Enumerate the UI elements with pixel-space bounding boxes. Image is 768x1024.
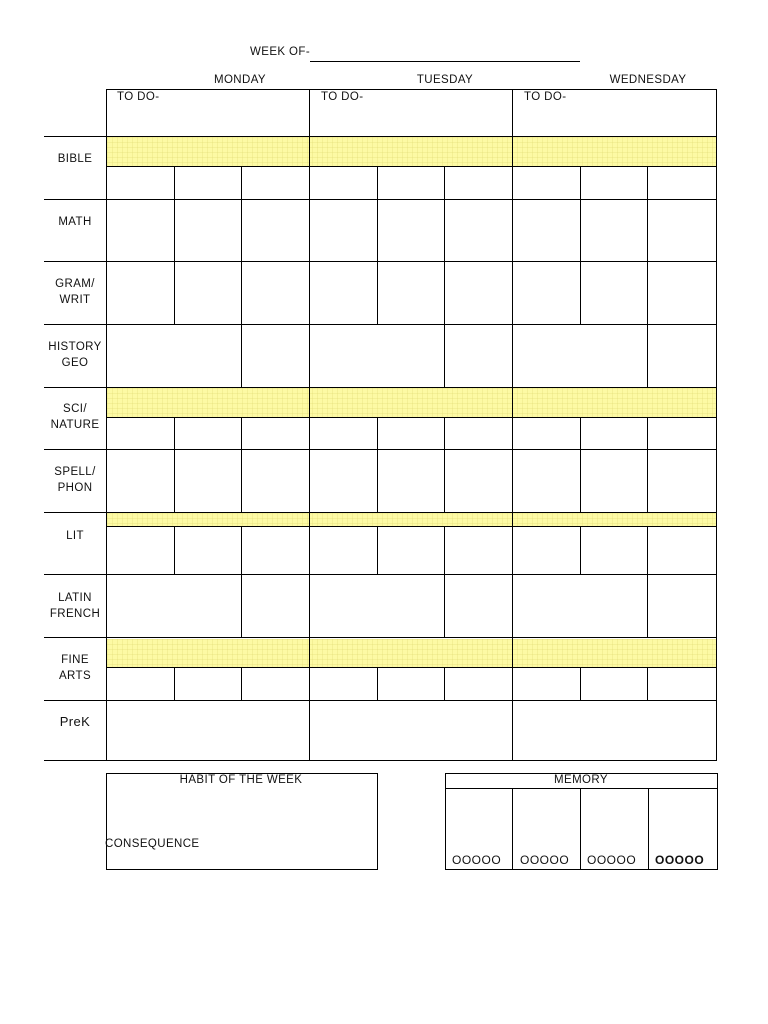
cell-divider (174, 526, 175, 574)
cell-divider (174, 449, 175, 512)
cell-divider (444, 166, 445, 199)
highlight-band-lit (107, 513, 716, 526)
cell-divider (241, 166, 242, 199)
cell-divider (580, 166, 581, 199)
grid-line (44, 512, 717, 513)
grid-line (106, 89, 717, 90)
grid-line (106, 667, 717, 668)
grid-line (106, 89, 107, 761)
grid-line (44, 387, 717, 388)
cell-divider (377, 449, 378, 512)
consequence-label: CONSEQUENCE (105, 838, 200, 850)
highlight-band-bible (107, 137, 716, 166)
cell-divider (241, 449, 242, 512)
grid-line (106, 526, 717, 527)
cell-divider (444, 449, 445, 512)
grid-line (309, 89, 310, 761)
memory-circles-1[interactable]: OOOOO (452, 853, 502, 867)
grid-line (106, 166, 717, 167)
subject-math: MATH (58, 216, 92, 228)
highlight-band-sci (107, 388, 716, 417)
subject-lit: LIT (66, 530, 84, 542)
cell-divider (444, 324, 445, 387)
cell-divider (174, 417, 175, 449)
todo-label-tuesday: TO DO- (321, 91, 364, 103)
cell-divider (444, 574, 445, 637)
memory-divider (580, 788, 581, 869)
cell-divider (241, 667, 242, 700)
cell-divider (241, 199, 242, 261)
cell-divider (580, 417, 581, 449)
cell-divider (647, 199, 648, 261)
cell-divider (444, 526, 445, 574)
cell-divider (241, 324, 242, 387)
grid-line (106, 417, 717, 418)
cell-divider (174, 199, 175, 261)
cell-divider (377, 417, 378, 449)
cell-divider (377, 667, 378, 700)
todo-label-wednesday: TO DO- (524, 91, 567, 103)
memory-title: MEMORY (554, 774, 608, 786)
grid-line (512, 89, 513, 761)
cell-divider (241, 417, 242, 449)
grid-line (44, 261, 717, 262)
day-header-monday: MONDAY (213, 74, 267, 86)
cell-divider (377, 199, 378, 261)
cell-divider (241, 261, 242, 324)
cell-divider (580, 526, 581, 574)
memory-circles-3[interactable]: OOOOO (587, 853, 637, 867)
cell-divider (647, 166, 648, 199)
cell-divider (647, 324, 648, 387)
cell-divider (647, 526, 648, 574)
memory-header-line (445, 788, 717, 789)
subject-fine-arts: FINE ARTS (58, 654, 92, 682)
memory-divider (512, 788, 513, 869)
grid-line (44, 324, 717, 325)
cell-divider (647, 417, 648, 449)
cell-divider (377, 166, 378, 199)
habit-box[interactable] (106, 773, 378, 870)
subject-bible: BIBLE (57, 153, 93, 165)
cell-divider (580, 667, 581, 700)
day-header-tuesday: TUESDAY (416, 74, 474, 86)
cell-divider (444, 417, 445, 449)
cell-divider (174, 667, 175, 700)
grid-line (44, 700, 717, 701)
cell-divider (444, 667, 445, 700)
cell-divider (241, 574, 242, 637)
cell-divider (580, 449, 581, 512)
highlight-band-fine-arts (107, 639, 716, 667)
cell-divider (174, 261, 175, 324)
cell-divider (377, 261, 378, 324)
week-of-line[interactable] (310, 61, 580, 62)
grid-line (716, 89, 717, 761)
grid-line (44, 449, 717, 450)
cell-divider (647, 574, 648, 637)
cell-divider (444, 199, 445, 261)
subject-latin-french: LATIN FRENCH (49, 592, 101, 620)
cell-divider (647, 667, 648, 700)
grid-line (44, 637, 717, 638)
week-of-label: WEEK OF- (250, 46, 311, 58)
memory-divider (648, 788, 649, 869)
cell-divider (580, 261, 581, 324)
memory-circles-4[interactable]: OOOOO (655, 853, 705, 867)
cell-divider (580, 199, 581, 261)
cell-divider (647, 261, 648, 324)
subject-spell-phon: SPELL/ PHON (54, 466, 96, 494)
cell-divider (377, 526, 378, 574)
subject-prek: PreK (59, 714, 91, 729)
subject-gram-writ: GRAM/ WRIT (55, 278, 95, 306)
grid-line (44, 136, 717, 137)
day-header-wednesday: WEDNESDAY (609, 74, 687, 86)
grid-line (44, 760, 717, 761)
cell-divider (174, 166, 175, 199)
memory-circles-2[interactable]: OOOOO (520, 853, 570, 867)
grid-line (44, 574, 717, 575)
subject-sci-nature: SCI/ NATURE (50, 403, 100, 431)
grid-line (44, 199, 717, 200)
cell-divider (444, 261, 445, 324)
cell-divider (647, 449, 648, 512)
todo-label-monday: TO DO- (117, 91, 160, 103)
subject-history-geo: HISTORY GEO (48, 341, 102, 369)
cell-divider (241, 526, 242, 574)
habit-title: HABIT OF THE WEEK (179, 774, 303, 786)
